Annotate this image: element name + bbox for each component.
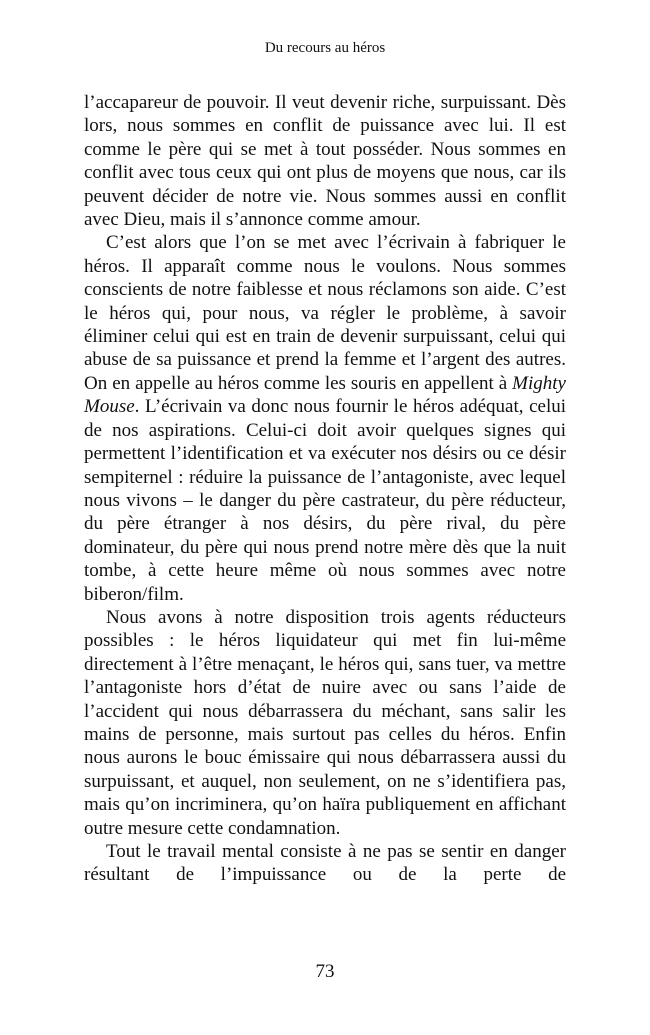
- paragraph-hero-creation: [84, 231, 566, 606]
- paragraph-reducing-agents: Nous avons à notre disposition trois agents réducteurs possibles : le héros liquidateur qui met fin lui-même directement à l’être menaçant, le héros qui, sans tuer, va mettre l’antagoniste hors d’état de nuire avec ou sans l’aide de l’accident qui nous débarrassera du méchant, sans salir les mains de personne, mais surtout pas celles du héros. Enfin nous aurons le bouc émissaire qui nous débarrassera aussi du surpuissant, et auquel, non seulement, on ne s’identifiera pas, mais qu’on incriminera, qu’on haïra publiquement en affichant outre mesure cette condamnation.: [84, 606, 566, 839]
- body-text: [84, 91, 566, 887]
- italic-title-mighty-mouse: Mighty Mouse: [84, 372, 566, 418]
- paragraph-text-before-italic: C’est alors que l’on se met avec l’écrivain à fabriquer le héros. Il apparaît comme nous le voulons. Nous sommes conscients de notre faiblesse et nous réclamons son aide. C’est le héros qui, pour nous, va régler le problème, à savoir éliminer celui qui est en train de devenir surpuissant, celui qui abuse de sa puissance et prend la femme et l’argent des autres. On en appelle au héros comme les souris en appellent à: [84, 232, 566, 394]
- paragraph-continued: l’accapareur de pouvoir. Il veut devenir riche, surpuissant. Dès lors, nous sommes en conflit de puissance avec lui. Il est comme le père qui se met à tout posséder. Nous sommes en conflit avec tous ceux qui ont plus de moyens que nous, car ils peuvent décider de notre vie. Nous sommes aussi en conflit avec Dieu, mais il s’annonce comme amour.: [84, 92, 566, 231]
- paragraph-mental-work: Tout le travail mental consiste à ne pas se sentir en danger résultant de l’impuissance ou de la perte de: [84, 841, 566, 886]
- paragraph-text-after-italic: . L’écrivain va donc nous fournir le héros adéquat, celui de nos aspirations. Celui-ci doit avoir quelques signes qui permettent l’identification et va exécuter nos désirs ou ce désir sempiternel : réduire la puissance de l’antagoniste, avec lequel nous vivons – le danger du père castrateur, du père réducteur, du père étranger à nos désirs, du père rival, du père dominateur, du père qui nous prend notre mère dès que la nuit tombe, à cette heure même où nous sommes avec notre biberon/film.: [84, 396, 566, 605]
- page-number: 73: [315, 961, 335, 982]
- running-header: Du recours au héros: [264, 40, 386, 56]
